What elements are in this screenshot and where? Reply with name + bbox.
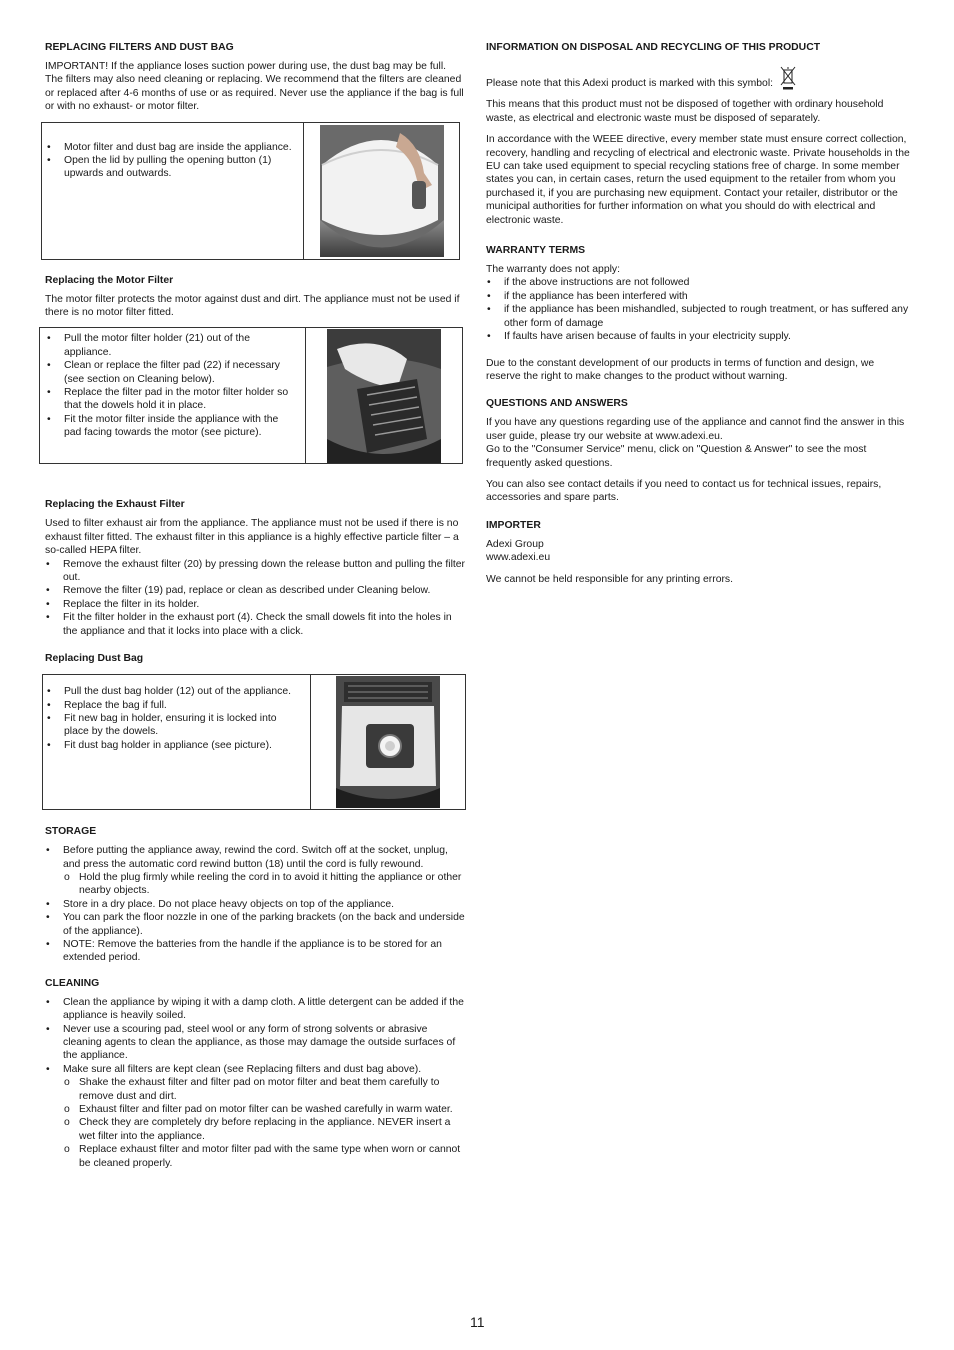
motor-filter-section — [45, 274, 465, 465]
qa-p1a: If you have any questions regarding use of the appliance and cannot find the answer in this user guide, please try our website at www.adexi.eu. — [486, 417, 905, 442]
exhaust-filter-item: • Replace the filter in its holder. — [45, 598, 465, 611]
dust-bag-box — [42, 674, 466, 810]
cleaning-heading: CLEANING — [45, 977, 100, 989]
warranty-item: • if the above instructions are not followed — [486, 276, 910, 289]
page-number: 11 — [470, 1314, 485, 1330]
exhaust-filter-section — [45, 498, 465, 638]
cleaning-item — [45, 1063, 465, 1170]
weee-bin-icon — [780, 66, 796, 90]
open-lid-item: • Motor filter and dust bag are inside the appliance. — [46, 141, 293, 154]
qa-section — [486, 397, 910, 504]
dust-bag-item: • Fit dust bag holder in appliance (see picture). — [46, 739, 300, 752]
motor-filter-item: • Replace the filter pad in the motor filter holder so that the dowels hold it in place. — [46, 386, 295, 413]
importer-name: Adexi Group — [486, 538, 544, 550]
warranty-item: • If faults have arisen because of faults in your electricity supply. — [486, 330, 910, 343]
qa-p2: You can also see contact details if you need to contact us for technical issues, repairs, accessories and spare parts. — [486, 478, 882, 504]
printing-disclaimer: We cannot be held responsible for any printing errors. — [486, 573, 734, 585]
motor-filter-photo — [305, 328, 462, 463]
dust-bag-heading: Replacing Dust Bag — [45, 653, 144, 665]
disposal-heading: INFORMATION ON DISPOSAL AND RECYCLING OF THIS PRODUCT — [486, 42, 821, 53]
cleaning-item: • Never use a scouring pad, steel wool or any form of strong solvents or abrasive cleaning agents to clean the appliance, as those may damage the outside surfaces of the appliance. — [45, 1023, 465, 1063]
replacing-intro: IMPORTANT! If the appliance loses suction power during use, the dust bag may be full. The filters may also need cleaning or replacing. We recommend that the filters are cleaned or replaced after 4-6 months of use or as required. Never use the appliance if the bag is full or with no exhaust- or motor filter. — [45, 61, 464, 113]
motor-filter-heading: Replacing the Motor Filter — [45, 274, 174, 286]
lid-photo-image — [320, 125, 444, 257]
dust-bag-photo — [310, 675, 465, 809]
dust-bag-item: • Fit new bag in holder, ensuring it is locked into place by the dowels. — [46, 712, 300, 739]
cleaning-sub-item: o Check they are completely dry before replacing in the appliance. NEVER insert a wet filter into the appliance. — [63, 1116, 465, 1143]
storage-heading: STORAGE — [45, 826, 97, 838]
warranty-item: • if the appliance has been mishandled, subjected to rough treatment, or has suffered any other form of damage — [486, 303, 910, 330]
importer-url[interactable]: www.adexi.eu — [486, 552, 551, 564]
replacing-heading: REPLACING FILTERS AND DUST BAG — [45, 42, 234, 53]
dust-bag-item: • Pull the dust bag holder (12) out of the appliance. — [46, 685, 300, 698]
disposal-symbol-line — [486, 66, 910, 90]
dust-bag-item: • Replace the bag if full. — [46, 699, 300, 712]
cleaning-sub-item: o Shake the exhaust filter and filter pad on motor filter and beat them carefully to remove dust and dirt. — [63, 1076, 465, 1103]
motor-filter-box — [39, 327, 463, 464]
importer-section — [486, 519, 910, 586]
warranty-heading: WARRANTY TERMS — [486, 245, 586, 257]
replacing-section — [45, 41, 465, 260]
warranty-section — [486, 244, 910, 383]
dust-bag-image — [336, 676, 440, 808]
right-column — [486, 41, 910, 594]
storage-item: • NOTE: Remove the batteries from the handle if the appliance is to be stored for an extended period. — [45, 938, 465, 965]
warranty-item: • if the appliance has been interfered with — [486, 290, 910, 303]
exhaust-filter-item: • Remove the exhaust filter (20) by pressing down the release button and pulling the filter out. — [45, 558, 465, 585]
dust-bag-section — [45, 652, 465, 810]
storage-item — [45, 844, 465, 898]
exhaust-filter-item: • Remove the filter (19) pad, replace or clean as described under Cleaning below. — [45, 584, 465, 597]
warranty-note: Due to the constant development of our products in terms of function and design, we reserve the right to make changes to the product without warning. — [486, 357, 875, 382]
qa-heading: QUESTIONS AND ANSWERS — [486, 398, 628, 410]
motor-filter-image — [327, 329, 441, 463]
motor-filter-item: • Pull the motor filter holder (21) out of the appliance. — [46, 332, 295, 359]
motor-filter-item: • Fit the motor filter inside the appliance with the pad facing towards the motor (see picture). — [46, 413, 295, 440]
storage-sub-item: o Hold the plug firmly while reeling the cord in to avoid it hitting the appliance or other nearby objects. — [63, 871, 465, 898]
storage-item-text: Before putting the appliance away, rewind the cord. Switch off at the socket, unplug, and press the automatic cord rewind button (18) until the cord is fully rewound. — [63, 845, 448, 870]
cleaning-sub-item: o Replace exhaust filter and motor filter pad with the same type when worn or cannot be cleaned properly. — [63, 1143, 465, 1170]
importer-heading: IMPORTER — [486, 519, 541, 531]
cleaning-item-text: Make sure all filters are kept clean (see Replacing filters and dust bag above). — [63, 1063, 422, 1075]
motor-filter-item: • Clean or replace the filter pad (22) if necessary (see section on Cleaning below). — [46, 359, 295, 386]
disposal-p3: In accordance with the WEEE directive, every member state must ensure correct collection, recovery, handling and recycling of electrical and electronic waste. Private households in the EU can take used equipment to special recycling stations free of charge. In some member states you can, in certain cases, return the used equipment to the retailer from whom you purchased it, if you are purchasing new equipment. Contact your retailer, distributor or the municipal authorities for further information on what you should do with electrical and electronic waste. — [486, 134, 910, 226]
cleaning-sub-item: o Exhaust filter and filter pad on motor filter can be washed carefully in warm water. — [63, 1103, 465, 1116]
exhaust-filter-item: • Fit the filter holder in the exhaust port (4). Check the small dowels fit into the holes in the appliance and that it locks into place with a click. — [45, 611, 465, 638]
storage-item: • Store in a dry place. Do not place heavy objects on top of the appliance. — [45, 898, 465, 911]
cleaning-section — [45, 977, 465, 1170]
warranty-intro: The warranty does not apply: — [486, 264, 620, 276]
disposal-p2: This means that this product must not be disposed of together with ordinary household waste, as electrical and electronic waste must be disposed of separately. — [486, 99, 884, 124]
storage-item: • You can park the floor nozzle in one of the parking brackets (on the back and underside of the appliance). — [45, 911, 465, 938]
qa-p1b: Go to the "Consumer Service" menu, click on "Question & Answer" to see the most frequently asked questions. — [486, 444, 867, 469]
left-column — [45, 41, 465, 1170]
open-lid-item: • Open the lid by pulling the opening button (1) upwards and outwards. — [46, 154, 293, 181]
open-lid-box — [41, 122, 460, 260]
disposal-section — [486, 41, 910, 227]
exhaust-filter-intro: Used to filter exhaust air from the appliance. The appliance must not be used if there is no exhaust filter fitted. The exhaust filter in this appliance is a highly effective particle filter – a so-called HEPA filter. — [45, 518, 459, 557]
cleaning-item: • Clean the appliance by wiping it with a damp cloth. A little detergent can be added if the appliance is heavily soiled. — [45, 996, 465, 1023]
disposal-symbol-text: Please note that this Adexi product is marked with this symbol: — [486, 78, 774, 89]
open-lid-photo — [303, 123, 459, 259]
motor-filter-intro: The motor filter protects the motor against dust and dirt. The appliance must not be used if there is no motor filter fitted. — [45, 293, 460, 319]
exhaust-filter-heading: Replacing the Exhaust Filter — [45, 499, 185, 511]
storage-section — [45, 825, 465, 965]
